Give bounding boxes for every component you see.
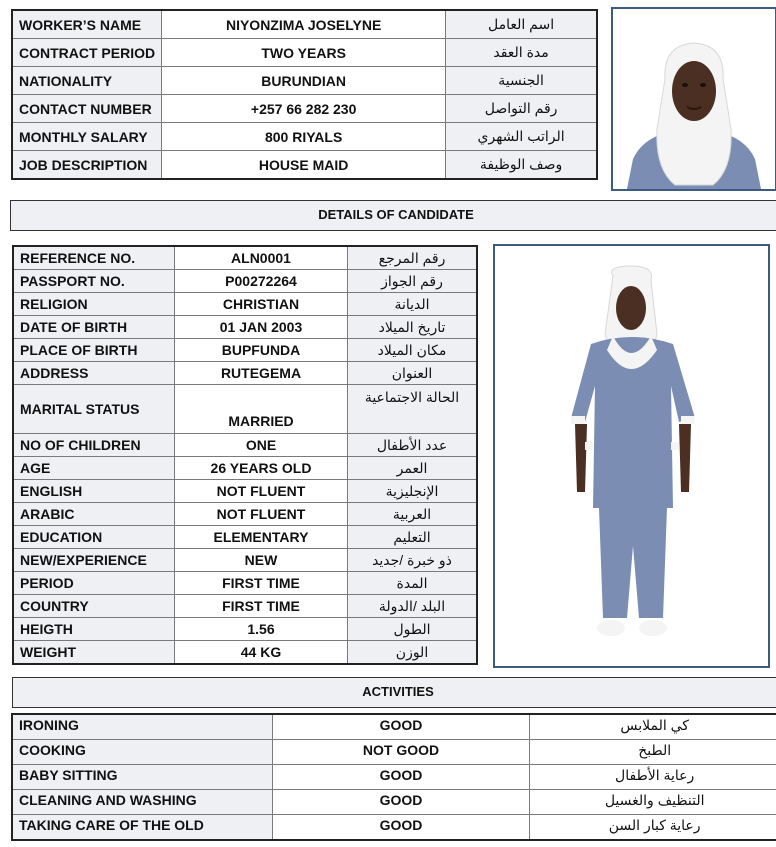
date-of-birth-arabic: تاريخ الميلاد (348, 316, 478, 339)
activity-row (12, 740, 776, 765)
worker-info-row (12, 67, 597, 95)
candidate-row (13, 385, 477, 434)
passport-no-label: PASSPORT NO. (13, 270, 175, 293)
new-experience-value: NEW (175, 549, 348, 572)
job-description-arabic: وصف الوظيفة (446, 151, 597, 180)
activity-row (12, 815, 776, 841)
portrait-illustration (613, 9, 775, 189)
religion-arabic: الديانة (348, 293, 478, 316)
job-description-value: HOUSE MAID (162, 151, 446, 180)
activities-section-header: ACTIVITIES (12, 677, 776, 708)
contact-number-label: CONTACT NUMBER (12, 95, 162, 123)
activity-row (12, 790, 776, 815)
english-label: ENGLISH (13, 480, 175, 503)
candidate-details-table (12, 245, 478, 665)
worker-info-row (12, 123, 597, 151)
arabic-arabic: العربية (348, 503, 478, 526)
contact-number-arabic: رقم التواصل (446, 95, 597, 123)
contract-period-label: CONTRACT PERIOD (12, 39, 162, 67)
candidate-row (13, 434, 477, 457)
activity-rating: GOOD (272, 815, 530, 841)
activity-rating: GOOD (272, 765, 530, 790)
nationality-arabic: الجنسية (446, 67, 597, 95)
reference-no-label: REFERENCE NO. (13, 246, 175, 270)
candidate-row (13, 526, 477, 549)
education-value: ELEMENTARY (175, 526, 348, 549)
full-body-illustration (495, 246, 768, 666)
height-value: 1.56 (175, 618, 348, 641)
height-label: HEIGTH (13, 618, 175, 641)
place-of-birth-arabic: مكان الميلاد (348, 339, 478, 362)
activity-arabic: كي الملابس (530, 714, 776, 740)
nationality-label: NATIONALITY (12, 67, 162, 95)
weight-label: WEIGHT (13, 641, 175, 665)
candidate-row (13, 595, 477, 618)
religion-value: CHRISTIAN (175, 293, 348, 316)
candidate-row (13, 362, 477, 385)
full-body-photo (493, 244, 770, 668)
contract-period-value: TWO YEARS (162, 39, 446, 67)
marital-status-value: MARRIED (175, 385, 348, 434)
worker-name-arabic: اسم العامل (446, 10, 597, 39)
worker-info-row (12, 10, 597, 39)
activity-label: CLEANING AND WASHING (12, 790, 272, 815)
english-value: NOT FLUENT (175, 480, 348, 503)
new-experience-label: NEW/EXPERIENCE (13, 549, 175, 572)
date-of-birth-label: DATE OF BIRTH (13, 316, 175, 339)
activities-table (11, 713, 776, 841)
activity-arabic: رعاية كبار السن (530, 815, 776, 841)
job-description-label: JOB DESCRIPTION (12, 151, 162, 180)
place-of-birth-value: BUPFUNDA (175, 339, 348, 362)
height-arabic: الطول (348, 618, 478, 641)
passport-no-value: P00272264 (175, 270, 348, 293)
candidate-row (13, 618, 477, 641)
no-of-children-label: NO OF CHILDREN (13, 434, 175, 457)
no-of-children-arabic: عدد الأطفال (348, 434, 478, 457)
passport-no-arabic: رقم الجواز (348, 270, 478, 293)
activity-arabic: رعاية الأطفال (530, 765, 776, 790)
weight-value: 44 KG (175, 641, 348, 665)
worker-info-row (12, 95, 597, 123)
activity-rating: GOOD (272, 714, 530, 740)
country-value: FIRST TIME (175, 595, 348, 618)
reference-no-arabic: رقم المرجع (348, 246, 478, 270)
period-arabic: المدة (348, 572, 478, 595)
no-of-children-value: ONE (175, 434, 348, 457)
candidate-row (13, 270, 477, 293)
contract-period-arabic: مدة العقد (446, 39, 597, 67)
period-value: FIRST TIME (175, 572, 348, 595)
activity-label: BABY SITTING (12, 765, 272, 790)
age-label: AGE (13, 457, 175, 480)
country-arabic: البلد /الدولة (348, 595, 478, 618)
candidate-row (13, 641, 477, 665)
reference-no-value: ALN0001 (175, 246, 348, 270)
age-value: 26 YEARS OLD (175, 457, 348, 480)
candidate-row (13, 316, 477, 339)
candidate-row (13, 480, 477, 503)
religion-label: RELIGION (13, 293, 175, 316)
worker-name-label: WORKER’S NAME (12, 10, 162, 39)
candidate-row (13, 457, 477, 480)
monthly-salary-arabic: الراتب الشهري (446, 123, 597, 151)
marital-status-label: MARITAL STATUS (13, 385, 175, 434)
new-experience-arabic: ذو خبرة /جديد (348, 549, 478, 572)
activity-rating: GOOD (272, 790, 530, 815)
arabic-label: ARABIC (13, 503, 175, 526)
monthly-salary-label: MONTHLY SALARY (12, 123, 162, 151)
activity-arabic: التنظيف والغسيل (530, 790, 776, 815)
english-arabic: الإنجليزية (348, 480, 478, 503)
contact-number-value: +257 66 282 230 (162, 95, 446, 123)
country-label: COUNTRY (13, 595, 175, 618)
address-value: RUTEGEMA (175, 362, 348, 385)
worker-name-value: NIYONZIMA JOSELYNE (162, 10, 446, 39)
date-of-birth-value: 01 JAN 2003 (175, 316, 348, 339)
activity-arabic: الطبخ (530, 740, 776, 765)
activity-row (12, 765, 776, 790)
period-label: PERIOD (13, 572, 175, 595)
education-arabic: التعليم (348, 526, 478, 549)
weight-arabic: الوزن (348, 641, 478, 665)
marital-status-arabic: الحالة الاجتماعية (348, 385, 478, 434)
nationality-value: BURUNDIAN (162, 67, 446, 95)
activity-label: COOKING (12, 740, 272, 765)
candidate-row (13, 246, 477, 270)
candidate-row (13, 293, 477, 316)
place-of-birth-label: PLACE OF BIRTH (13, 339, 175, 362)
arabic-value: NOT FLUENT (175, 503, 348, 526)
portrait-photo (611, 7, 776, 191)
worker-info-table (11, 9, 598, 180)
age-arabic: العمر (348, 457, 478, 480)
activity-rating: NOT GOOD (272, 740, 530, 765)
address-arabic: العنوان (348, 362, 478, 385)
candidate-row (13, 572, 477, 595)
candidate-row (13, 503, 477, 526)
worker-info-row (12, 39, 597, 67)
activity-label: IRONING (12, 714, 272, 740)
candidate-row (13, 339, 477, 362)
candidate-row (13, 549, 477, 572)
education-label: EDUCATION (13, 526, 175, 549)
monthly-salary-value: 800 RIYALS (162, 123, 446, 151)
details-section-header: DETAILS OF CANDIDATE (10, 200, 776, 231)
activity-row (12, 714, 776, 740)
worker-info-row (12, 151, 597, 180)
address-label: ADDRESS (13, 362, 175, 385)
activity-label: TAKING CARE OF THE OLD (12, 815, 272, 841)
